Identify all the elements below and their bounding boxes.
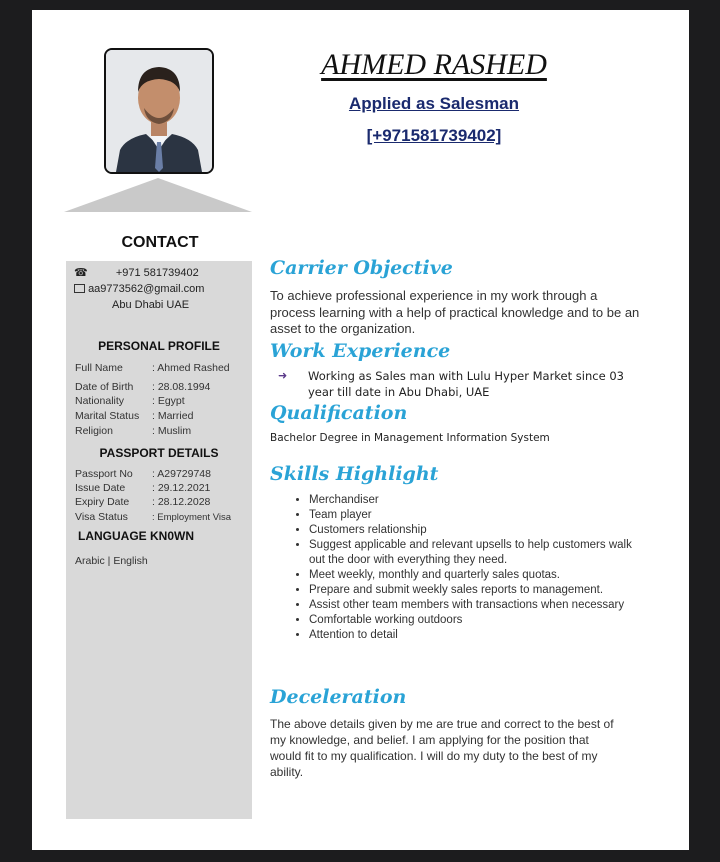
list-item: • Suggest applicable and relevant upsells to help customers walk out the door with everything they need.: [309, 538, 649, 567]
passport-row: Expiry Date : 28.12.2028: [75, 496, 211, 508]
list-item: • Prepare and submit weekly sales reports to management.: [309, 583, 649, 598]
passport-details-title: PASSPORT DETAILS: [99, 446, 219, 460]
profile-photo: [104, 48, 214, 174]
work-experience-text: Working as Sales man with Lulu Hyper Market since 03 year till date in Abu Dhabi, UAE: [308, 369, 624, 399]
qualification-title: Qualification: [270, 402, 408, 424]
work-experience-title: Work Experience: [270, 340, 451, 362]
contact-email: aa9773562@gmail.com: [88, 283, 205, 295]
personal-row: Full Name : Ahmed Rashed: [75, 362, 230, 374]
personal-row: Marital Status : Married: [75, 410, 194, 422]
arrow-bullet-icon: ➜: [278, 369, 288, 382]
personal-profile-title: PERSONAL PROFILE: [98, 339, 220, 353]
qualification-text: Bachelor Degree in Management Information System: [270, 432, 550, 444]
candidate-name: AHMED RASHED: [321, 48, 547, 81]
language-title: LANGUAGE KN0WN: [78, 529, 194, 543]
list-item: • Customers relationship: [309, 523, 649, 538]
objective-title: Carrier Objective: [270, 257, 453, 279]
resume-page: [32, 10, 689, 850]
personal-row: Nationality : Egypt: [75, 395, 185, 407]
sidebar: [66, 261, 252, 819]
personal-row: Religion : Muslim: [75, 425, 192, 437]
skills-list: [290, 493, 649, 643]
telephone-icon: ☎: [74, 267, 88, 279]
list-item: • Team player: [309, 508, 649, 523]
person-photo-icon: [106, 50, 212, 172]
contact-phone-row: [74, 266, 199, 279]
passport-row: Passport No : A29729748: [75, 468, 211, 480]
work-experience-item: [278, 368, 638, 400]
contact-location: Abu Dhabi UAE: [112, 299, 190, 311]
declaration-title: Deceleration: [270, 686, 407, 708]
skills-title: Skills Highlight: [270, 463, 439, 485]
header-phone: [+971581739402]: [366, 126, 502, 145]
declaration-text: The above details given by me are true and correct to the best of my knowledge, and belief. I am applying for the position that would fit to my qualification. I will do my duty to the best of my ability.: [270, 717, 614, 779]
list-item: • Meet weekly, monthly and quarterly sales quotas.: [309, 568, 649, 583]
contact-phone: +971 581739402: [115, 267, 199, 279]
passport-row: Visa Status : Employment Visa: [75, 511, 232, 523]
objective-text: To achieve professional experience in my work through a process learning with a help of practical knowledge and to be an asset to the organization.: [270, 288, 640, 336]
language-value: Arabic | English: [75, 555, 148, 567]
photo-pedestal-shape: [64, 178, 252, 212]
envelope-icon: [74, 284, 85, 293]
applied-position: Applied as Salesman: [348, 94, 520, 113]
list-item: • Attention to detail: [309, 628, 649, 643]
contact-email-row: [74, 283, 204, 295]
passport-row: Issue Date : 29.12.2021: [75, 482, 211, 494]
list-item: • Assist other team members with transactions when necessary: [309, 598, 649, 613]
personal-row: Date of Birth : 28.08.1994: [75, 381, 211, 393]
list-item: • Merchandiser: [309, 493, 649, 508]
contact-title: CONTACT: [121, 234, 199, 251]
list-item: • Comfortable working outdoors: [309, 613, 649, 628]
